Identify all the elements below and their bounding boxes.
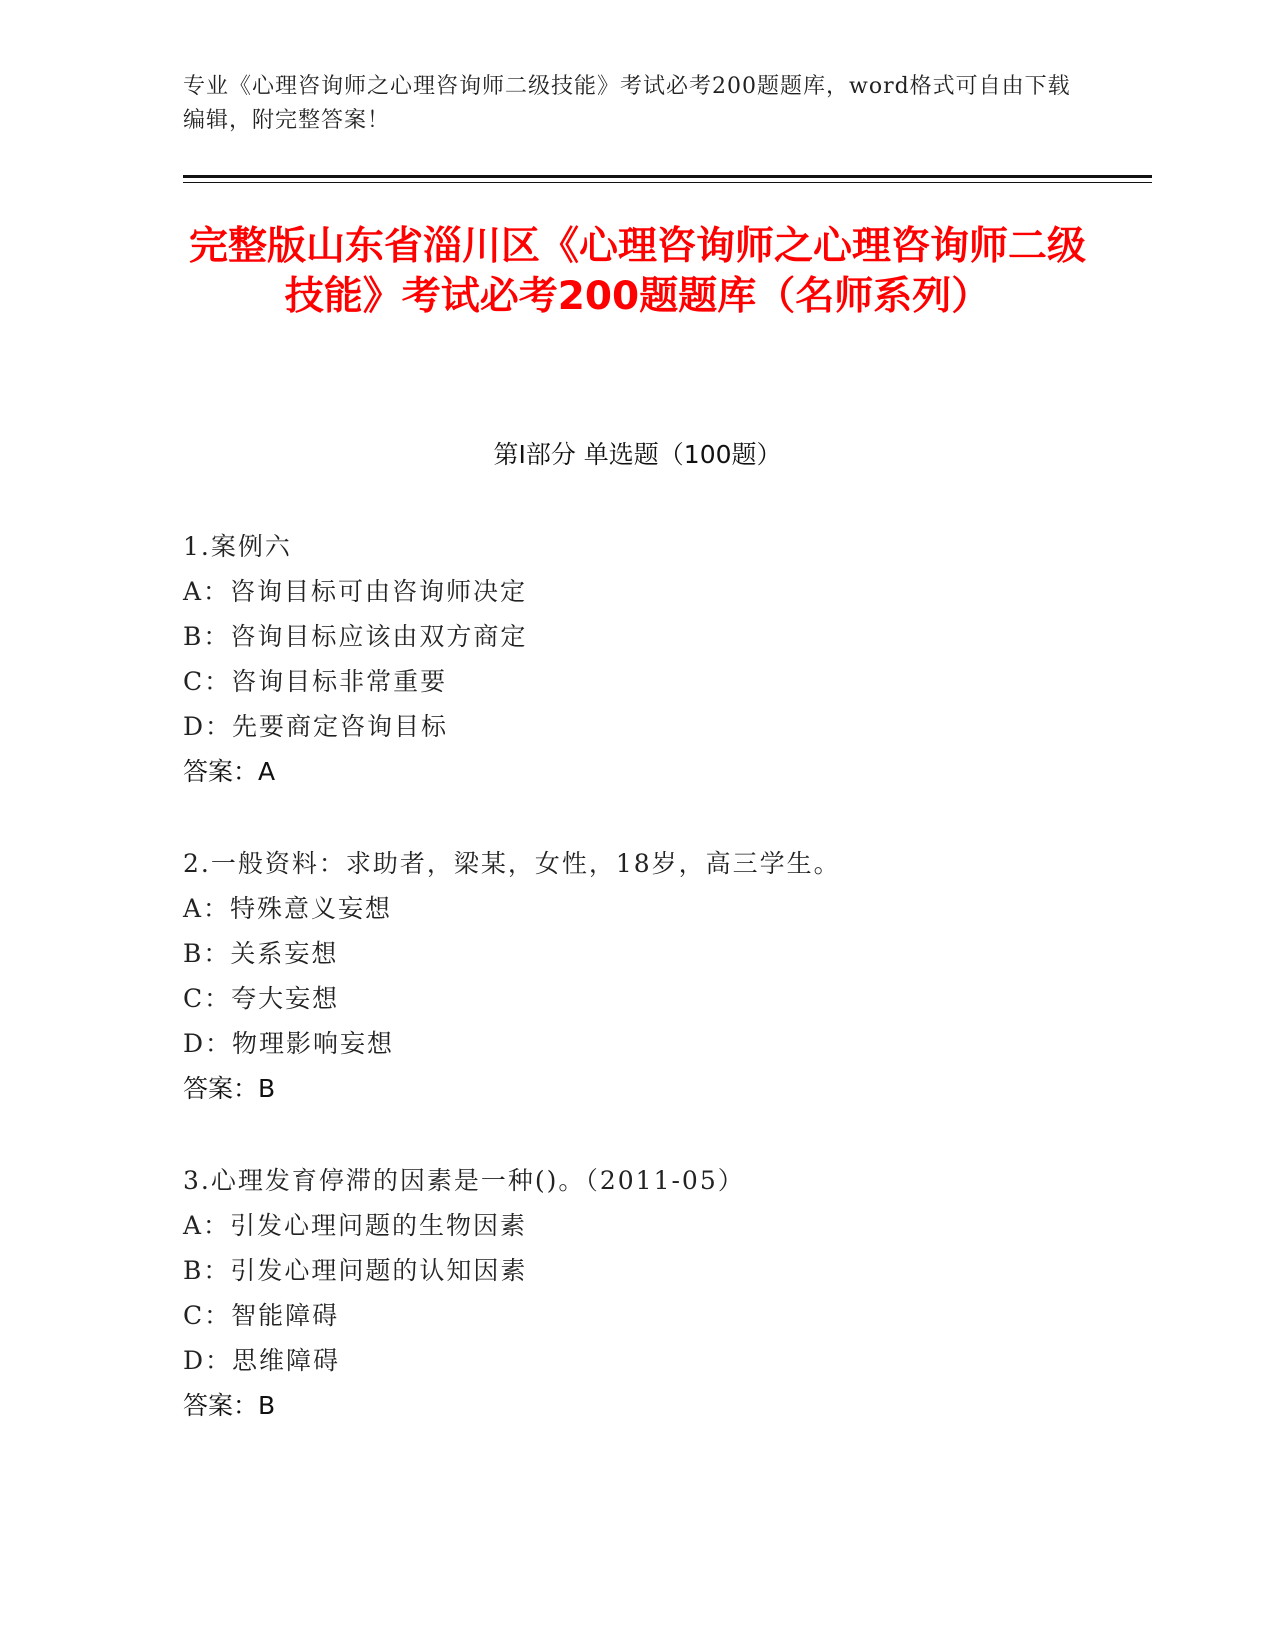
option-c: C：咨询目标非常重要 <box>183 667 448 696</box>
question-1 <box>183 524 1103 794</box>
answer: 答案：A <box>183 757 276 786</box>
answer: 答案：B <box>183 1074 276 1103</box>
header-divider-thick <box>183 175 1152 178</box>
header-note: 专业《心理咨询师之心理咨询师二级技能》考试必考200题题库，word格式可自由下载编辑，附完整答案！ <box>183 74 1071 133</box>
option-d: D：物理影响妄想 <box>183 1029 395 1058</box>
question-stem: 2.一般资料：求助者，梁某，女性，18岁，高三学生。 <box>183 849 841 878</box>
option-a: A：特殊意义妄想 <box>183 894 393 923</box>
option-a: A：咨询目标可由咨询师决定 <box>183 577 528 606</box>
header-divider-thin <box>183 182 1152 183</box>
option-c: C：智能障碍 <box>183 1301 340 1330</box>
option-a: A：引发心理问题的生物因素 <box>183 1211 528 1240</box>
option-b: B：咨询目标应该由双方商定 <box>183 622 528 651</box>
section-heading: 第I部分 单选题（100题） <box>493 440 782 469</box>
question-2 <box>183 841 1103 1111</box>
question-stem: 3.心理发育停滞的因素是一种()。（2011-05） <box>183 1166 745 1195</box>
question-stem: 1.案例六 <box>183 532 292 561</box>
option-b: B：引发心理问题的认知因素 <box>183 1256 528 1285</box>
option-d: D：先要商定咨询目标 <box>183 712 449 741</box>
option-c: C：夸大妄想 <box>183 984 340 1013</box>
question-3 <box>183 1158 1103 1428</box>
option-d: D：思维障碍 <box>183 1346 341 1375</box>
answer: 答案：B <box>183 1391 276 1420</box>
document-title: 完整版山东省淄川区《心理咨询师之心理咨询师二级技能》考试必考200题题库（名师系列） <box>188 224 1086 319</box>
option-b: B：关系妄想 <box>183 939 339 968</box>
